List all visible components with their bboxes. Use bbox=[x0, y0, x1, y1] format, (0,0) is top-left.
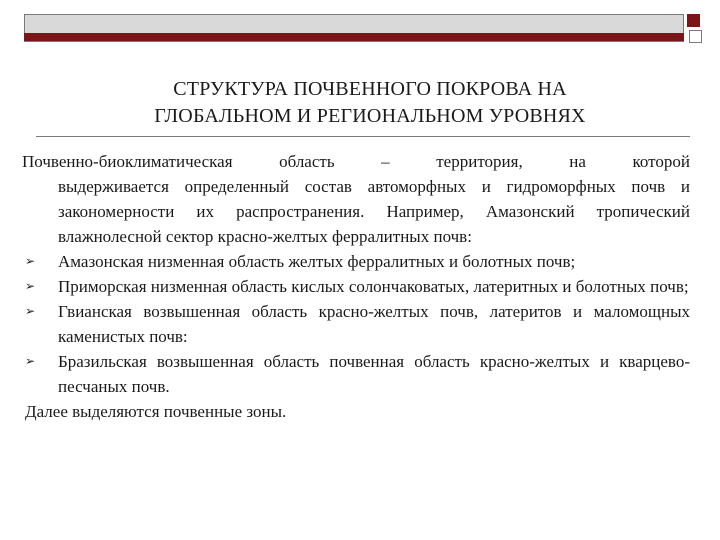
list-item-text: Амазонская низменная область желтых ферралитных и болотных почв; bbox=[58, 252, 576, 271]
list-item-text: Бразильская возвышенная область почвенная область красно-желтых и кварцево-песчаных почв. bbox=[58, 352, 690, 396]
intro-paragraph bbox=[22, 149, 690, 249]
intro-continuation: выдерживается определенный состав автоморфных и гидроморфных почв и закономерности их распространения. Например, Амазонский тропический влажнолесной сектор красно-желтых ферралитных почв: bbox=[58, 177, 690, 246]
list-item bbox=[22, 274, 690, 299]
bullet-list bbox=[22, 249, 690, 399]
list-item bbox=[22, 349, 690, 399]
title-line-1: СТРУКТУРА ПОЧВЕННОГО ПОКРОВА НА bbox=[173, 78, 567, 100]
title-divider bbox=[36, 136, 690, 137]
arrow-bullet-icon: ➢ bbox=[24, 254, 36, 268]
closing-line: Далее выделяются почвенные зоны. bbox=[25, 402, 287, 421]
slide-body bbox=[22, 149, 690, 424]
arrow-bullet-icon: ➢ bbox=[24, 354, 36, 368]
slide-title bbox=[60, 76, 680, 130]
arrow-bullet-icon: ➢ bbox=[24, 279, 36, 293]
header-accent-stripe bbox=[24, 33, 684, 41]
list-item bbox=[22, 249, 690, 274]
title-line-2: ГЛОБАЛЬНОМ И РЕГИОНАЛЬНОМ УРОВНЯХ bbox=[154, 105, 586, 127]
list-item bbox=[22, 299, 690, 349]
corner-square-outline bbox=[689, 30, 702, 43]
arrow-bullet-icon: ➢ bbox=[24, 304, 36, 318]
intro-first-line: Почвенно-биоклиматическая область – территория, на которой bbox=[22, 152, 690, 171]
list-item-text: Приморская низменная область кислых солончаковатых, латеритных и болотных почв; bbox=[58, 277, 689, 296]
list-item-text: Гвианская возвышенная область красно-желтых почв, латеритов и маломощных каменистых почв: bbox=[58, 302, 690, 346]
corner-square-filled bbox=[687, 14, 700, 27]
